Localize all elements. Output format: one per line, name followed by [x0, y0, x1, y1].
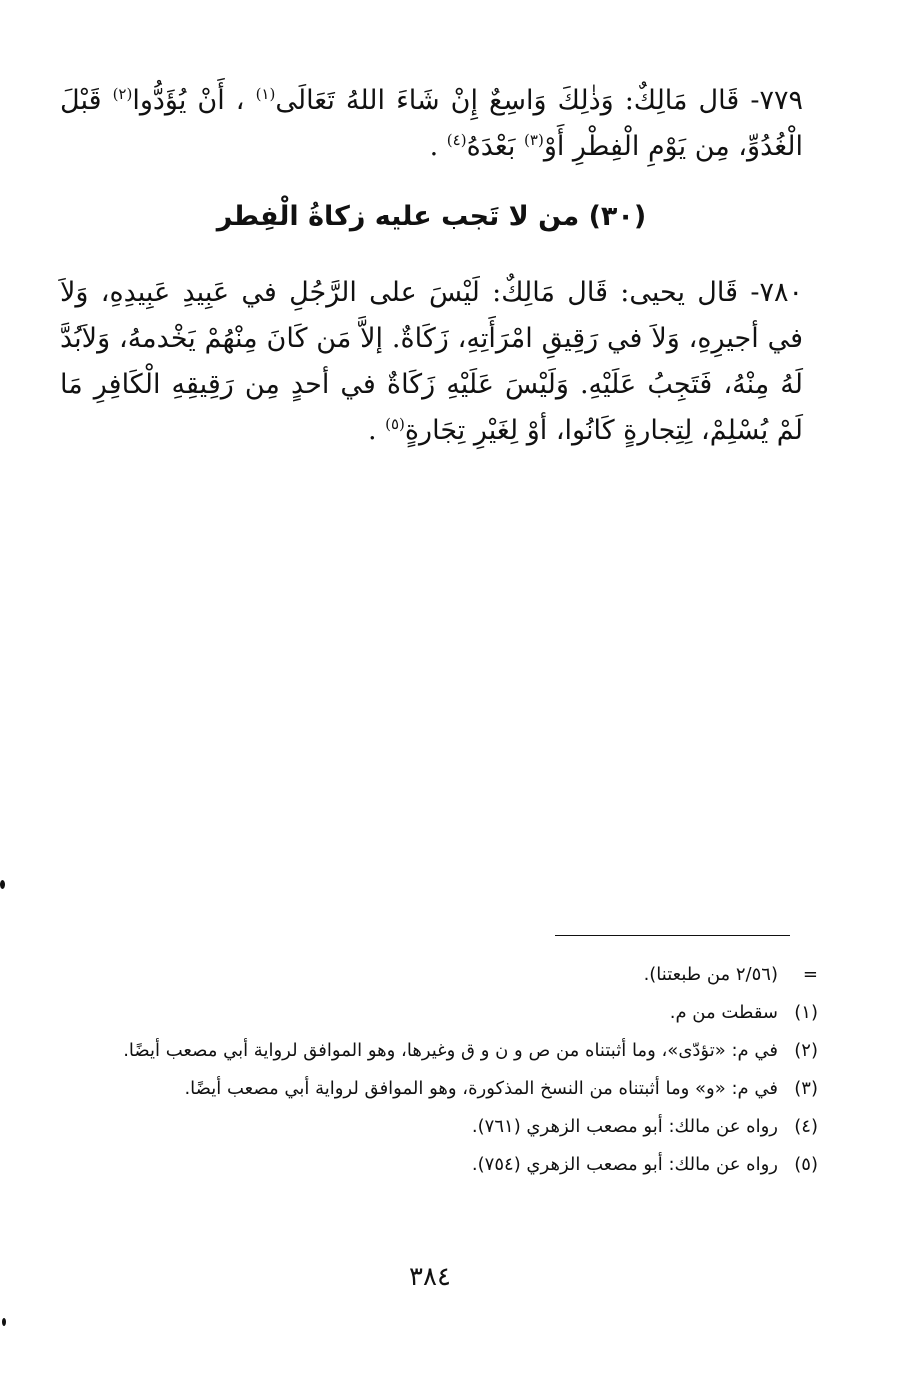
footnote-marker: (٢)	[794, 1040, 818, 1061]
footnote-text: رواه عن مالك: أبو مصعب الزهري (٧٦١).	[471, 1116, 778, 1137]
footnote-ref-5: (٥)	[385, 415, 405, 433]
footnote-marker: (٥)	[794, 1154, 818, 1175]
footnote-4	[60, 1110, 818, 1144]
footnote-ref-4: (٤)	[446, 131, 467, 149]
footnote-marker: (٣)	[794, 1078, 818, 1099]
footnote-continuation	[60, 958, 818, 992]
paragraph-text: قَال مَالِكٌ: وَذٰلِكَ وَاسِعٌ إِنْ شَاءَ اللهُ تَعَالَى	[275, 85, 740, 116]
footnote-text: سقطت من م.	[669, 1002, 778, 1023]
footnote-ref-1: (١)	[255, 85, 276, 103]
paragraph-text: قَال يحيى: قَال مَالِكٌ: لَيْسَ على الرَّجُلِ في عَبِيدِ عَبِيدِهِ، وَلاَ في أجيرِهِ، وَلاَ في رَقِيقِ امْرَأَتِهِ، زَكَاةٌ. إلاَّ مَن كَانَ مِنْهُمْ يَخْدمهُ، وَلاَبُدَّ لَهُ مِنْهُ، فَتَجِبُ عَلَيْهِ. وَلَيْسَ عَلَيْهِ زَكَاةٌ في أحدٍ مِن رَقِيقِهِ الْكَافِرِ مَا لَمْ يُسْلِمْ، لِتِجارةٍ كَانُوا، أوْ لِغَيْرِ تِجَارةٍ	[60, 277, 803, 446]
page-number: ٣٨٤	[409, 1262, 451, 1292]
paragraph-779	[60, 78, 803, 170]
footnote-text: في م: «و» وما أثبتناه من النسخ المذكورة، وهو الموافق لرواية أبي مصعب أيضًا.	[184, 1078, 778, 1099]
footnote-marker: (١)	[794, 1002, 818, 1023]
footnotes	[60, 958, 818, 1186]
footnote-text: (٢/٥٦ من طبعتنا).	[643, 964, 778, 985]
scan-speck	[0, 880, 5, 889]
paragraph-number: ٧٨٠-	[750, 277, 803, 308]
paragraph-text: بَعْدَهُ	[466, 131, 516, 162]
section-heading: (٣٠) من لا تَجب عليه زكاةُ الْفِطر	[216, 201, 647, 232]
paragraph-780	[60, 270, 803, 454]
footnote-3	[60, 1072, 818, 1106]
footnote-text: رواه عن مالك: أبو مصعب الزهري (٧٥٤).	[471, 1154, 778, 1175]
paragraph-number: ٧٧٩-	[750, 85, 803, 116]
paragraph-text: .	[367, 415, 377, 446]
paragraph-text: .	[429, 131, 439, 162]
footnote-ref-2: (٢)	[112, 85, 133, 103]
paragraph-text: قَبْلَ الْغُدُوِّ، مِن يَوْمِ الْفِطْرِ أَوْ	[60, 85, 803, 162]
footnote-ref-3: (٣)	[524, 131, 544, 149]
footnote-5	[60, 1148, 818, 1182]
scan-speck	[2, 1318, 6, 1326]
footnote-marker: =	[802, 964, 818, 985]
footnote-marker: (٤)	[794, 1116, 818, 1137]
footnote-text: في م: «تؤدّى»، وما أثبتناه من ص و ن و ق وغيرها، وهو الموافق لرواية أبي مصعب أيضًا.	[123, 1040, 778, 1061]
paragraph-text: ، أَنْ يُؤَدُّوا	[132, 85, 245, 116]
footnote-2	[60, 1034, 818, 1068]
footnote-separator	[555, 935, 790, 936]
footnote-1	[60, 996, 818, 1030]
